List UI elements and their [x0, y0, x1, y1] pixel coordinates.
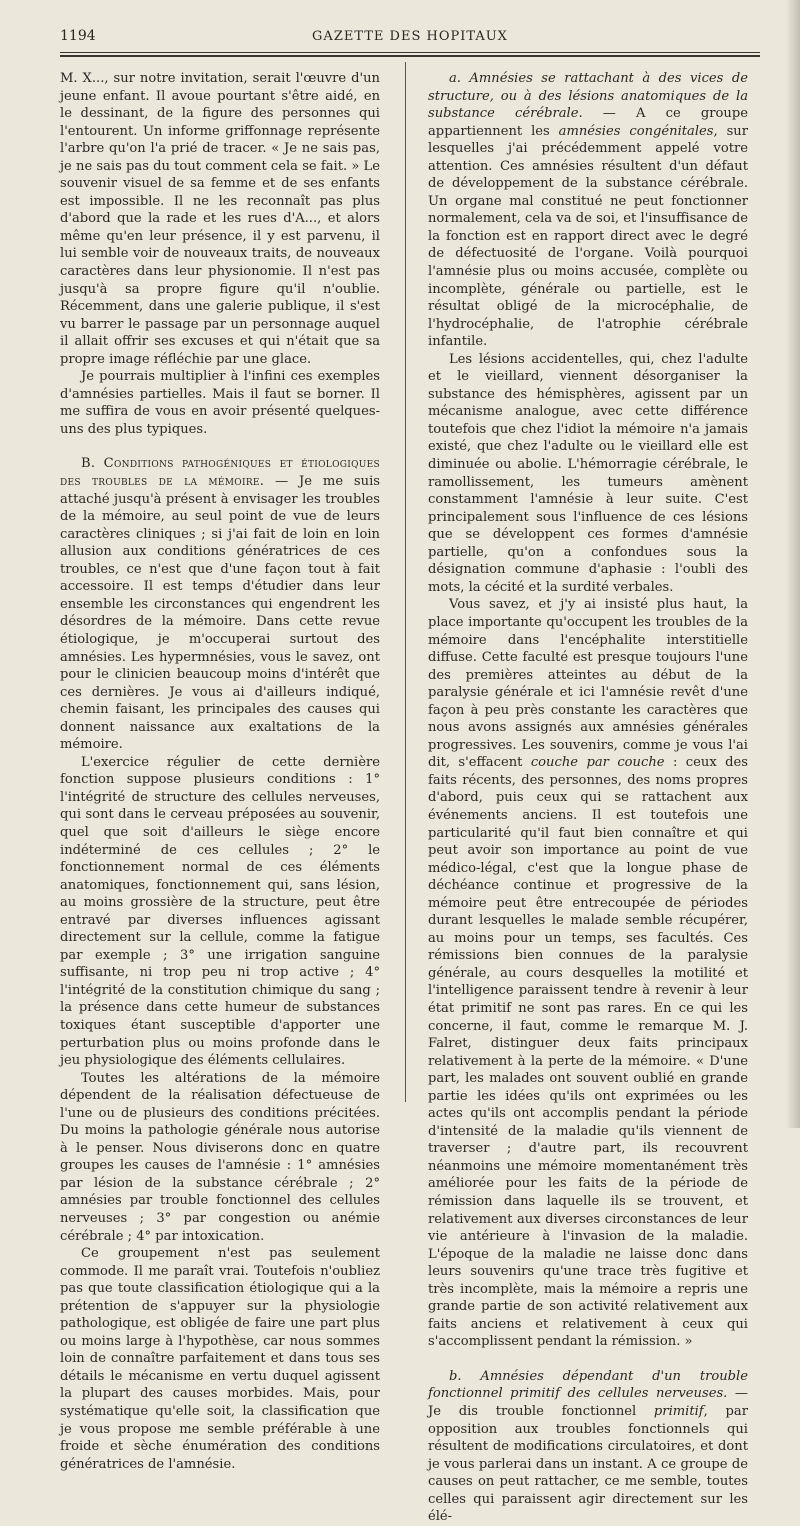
paragraph-text: — Je me suis attaché jusqu'à présent à envisager les troubles de la mémoire, au seul point de vue de leurs caractères cliniques ; si j'ai fait de loin en loin allusion aux conditions génératrices de ces troubles, ce n'est que d'une façon tout à fait accessoire. Il est temps d'étudier dans leur ensemble les circonstances qui engendrent les désordres de la mémoire. Dans cette revue étiologique, je m'occuperai surtout des amnésies. Les hypermnésies, vous le savez, ont pour le clinicien beaucoup moins d'intérêt que ces dernières. Je vous ai d'ailleurs indiqué, chemin faisant, les principales des causes qui donnent naissance aux exaltations de la mémoire. — [60, 474, 380, 753]
paragraph-text: , sur lesquelles j'ai précédemment appelé votre attention. Ces amnésies résultent d'un défaut de développement de la substance cérébrale. Un organe mal constitué ne peut fonctionner normalement, cela va de soi, et l'insuffisance de la fonction est en rapport direct avec le degré de défectuosité de l'organe. Voilà pourquoi l'amnésie plus ou moins accusée, complète ou incomplète, générale ou partielle, est le résultat obligé de la microcéphalie, de l'hydrocéphalie, de l'atrophie cérébrale infantile. — [428, 123, 748, 350]
emphasis: couche par couche — [530, 755, 665, 771]
paragraph: M. X..., sur notre invitation, serait l'œuvre d'un jeune enfant. Il avoue pourtant s'être aidé, en le dessinant, de la figure des personnes qui l'entourent. Un informe griffonnage représente l'arbre qu'on l'a prié de tracer. « Je ne sais pas, je ne sais pas du tout comment cela se fait. » Le souvenir visuel de sa femme et de ses enfants est impossible. Il ne les reconnaît pas plus d'abord que la rade et les rues d'A..., et alors même qu'en leur présence, il y est parvenu, il lui semble voir de nouveaux traits, de nouveaux caractères dans leur physionomie. Il n'est pas jusqu'à sa propre figure qu'il n'oublie. Récemment, dans une galerie publique, il s'est vu barrer le passage par un personnage auquel il allait offrir ses excuses et qui n'était que sa propre image réfléchie par une glace. — [60, 71, 380, 367]
section-paragraph — [428, 70, 748, 351]
subsection-heading: a. Amnésies se rattachant à des vices de structure, ou à des lésions anatomiques de la substance cérébrale. — [428, 71, 748, 122]
left-column — [60, 70, 380, 1473]
emphasis: amnésies congénitales — [558, 123, 714, 139]
header-rule — [60, 52, 760, 53]
column-divider — [405, 62, 406, 1102]
emphasis: primitif — [653, 1404, 704, 1420]
right-column — [428, 70, 748, 1526]
paragraph: Ce groupement n'est pas seulement commode. Il me paraît vrai. Toutefois n'oubliez pas que toute classification étiologique qui a la prétention de s'appuyer sur la physiologie pathologique, est obligée de faire une part plus ou moins large à l'hypothèse, car nous sommes loin de connaître parfaitement et dans tous ses détails le mécanisme en vertu duquel agissent la plupart des causes morbides. Mais, pour systématique qu'elle soit, la classification que je vous propose me semble préférable à une froide et sèche énumération des conditions génératrices de l'amnésie. — [60, 1246, 380, 1472]
paragraph — [428, 596, 748, 1351]
paragraph-text: — A ce groupe appartiennent les — [428, 106, 748, 139]
subsection-heading: b. Amnésies dépendant d'un trouble fonctionnel primitif des cellules nerveuses. — [428, 1368, 748, 1402]
page-number: 1194 — [60, 28, 96, 44]
section-paragraph — [428, 1368, 748, 1526]
paragraph-text: Vous savez, et j'y ai insisté plus haut, la place importante qu'occupent les troubles de la mémoire dans l'encéphalite interstitielle diffuse. Cette faculté est presque toujours l'une des premières atteintes au début de la paralysie générale et ici l'amnésie revêt d'une façon à peu près constante les caractères que nous avons assignés aux amnésies générales progressives. Les souvenirs, comme je vous l'ai dit, s'effacent — [428, 597, 748, 771]
paragraph: L'exercice régulier de cette dernière fonction suppose plusieurs conditions : 1° l'intégrité de structure des cellules nerveuses, qui sont dans le cerveau préposées au souvenir, quel que soit d'ailleurs le siège encore indéterminé de ces cellules ; 2° le fonctionnement normal de ces éléments anatomiques, fonctionnement qui, sans lésion, au moins grossière de la structure, peut être entravé par diverses influences agissant directement sur la cellule, comme la fatigue par exemple ; 3° une irrigation sanguine suffisante, ni trop peu ni trop active ; 4° l'intégrité de la constitution chimique du sang ; la présence dans cette humeur de substances toxiques étant susceptible d'apporter une perturbation plus ou moins profonde dans le jeu physiologique des éléments cellulaires. — [60, 754, 380, 1069]
paragraph: Les lésions accidentelles, qui, chez l'adulte et le vieillard, viennent désorganiser la substance des hémisphères, agissent par un mécanisme analogue, avec cette différence toutefois que chez l'idiot la mémoire n'a jamais existé, que chez l'adulte ou le vieillard elle est diminuée ou abolie. L'hémorragie cérébrale, le ramollissement, les tumeurs amènent constamment l'amnésie à leur suite. C'est principalement sous l'influence de ces lésions que se développent ces formes d'amnésie partielle, qu'on a confondues sous la désignation commune d'aphasie : l'oubli des mots, la cécité et la surdité verbales. — [428, 351, 748, 595]
section-heading: B. Conditions pathogéniques et étiologiques des troubles de la mémoire. — [60, 456, 380, 490]
paragraph-text: , par opposition aux troubles fonctionnels qui résultent de modifications circulatoires, et dont je vous parlerai dans un instant. A ce groupe de causes on peut rattacher, ce me semble, toutes celles qui paraissent agir directement sur les élé- — [428, 1404, 748, 1525]
header-rule-thick — [60, 55, 760, 57]
paragraph: Je pourrais multiplier à l'infini ces exemples d'amnésies partielles. Mais il faut se borner. Il me suffira de vous en avoir présenté quelques-uns des plus typiques. — [60, 369, 380, 437]
section-paragraph — [60, 455, 380, 753]
paragraph-text: — Je dis trouble fonctionnel — [428, 1386, 748, 1420]
running-title: GAZETTE DES HOPITAUX — [312, 29, 508, 44]
paragraph: Toutes les altérations de la mémoire dépendent de la réalisation défectueuse de l'une ou de plusieurs des conditions précitées. Du moins la pathologie générale nous autorise à le penser. Nous diviserons donc en quatre groupes les causes de l'amnésie : 1° amnésies par lésion de la substance cérébrale ; 2° amnésies par trouble fonctionnel des cellules nerveuses ; 3° par congestion ou anémie cérébrale ; 4° par intoxication. — [60, 1070, 380, 1244]
paragraph-text: : ceux des faits récents, des personnes, des noms propres d'abord, puis ceux qui se rattachent aux événements anciens. Il est toutefois une particularité qu'il faut bien connaître et qui peut avoir son importance au point de vue médico-légal, c'est que la longue phase de déchéance continue et progressive de la mémoire peut être entrecoupée de périodes durant lesquelles le malade semble récupérer, au moins pour un temps, ses facultés. Ces rémissions bien connues de la paralysie générale, au cours desquelles la motilité et l'intelligence paraissent tendre à revenir à leur état primitif ne sont pas rares. En ce qui les concerne, il faut, comme le remarque M. J. Falret, distinguer deux faits principaux relativement à la perte de la mémoire. « D'une part, les malades ont souvent oublié en grande partie les idées qu'ils ont exprimées ou les actes qu'ils ont accomplis pendant la période d'intensité de la maladie qu'ils viennent de traverser ; d'autre part, ils recouvrent néanmoins une mémoire momentanément très améliorée pour les faits de la période de rémission dans laquelle ils se trouvent, et relativement aux diverses circonstances de leur vie antérieure à l'invasion de la maladie. L'époque de la maladie ne laisse donc dans leurs souvenirs qu'une trace très fugitive et très incomplète, mais la mémoire a repris une grande partie de son activité relativement aux faits anciens et relativement à ceux qui s'accomplissent pendant la rémission. » — [428, 755, 749, 1350]
page-edge-shadow — [786, 0, 800, 1128]
page-header — [60, 28, 760, 52]
